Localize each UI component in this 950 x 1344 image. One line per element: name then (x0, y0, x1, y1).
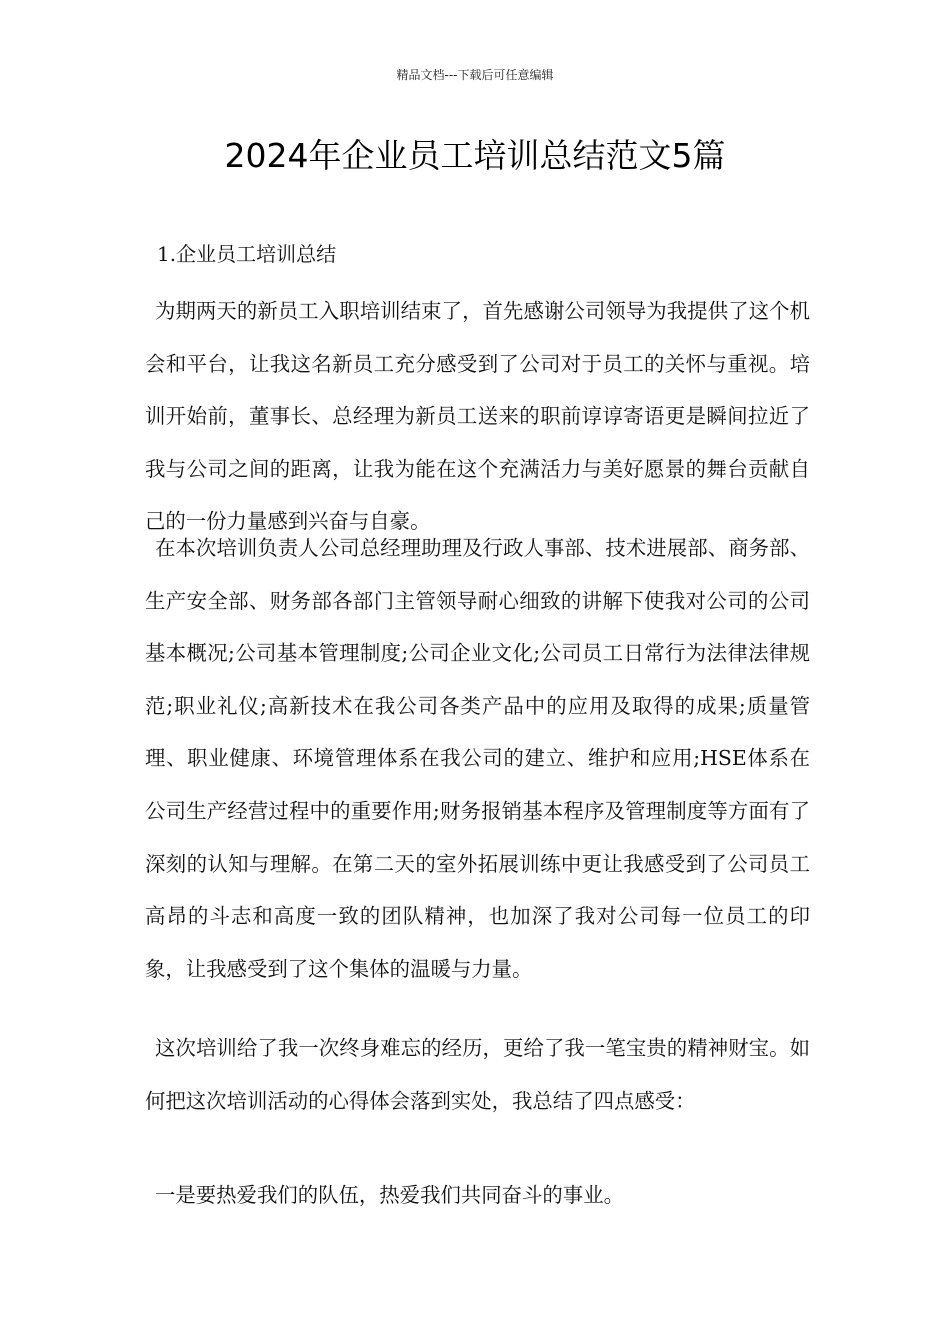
document-title: 2024年企业员工培训总结范文5篇 (224, 136, 726, 175)
section-heading: 1.企业员工培训总结 (157, 242, 337, 266)
paragraph-4-text: 一是要热爱我们的队伍，热爱我们共同奋斗的事业。 (155, 1183, 624, 1207)
paragraph-3 (145, 1022, 810, 1127)
paragraph-3-text: 这次培训给了我一次终身难忘的经历，更给了我一笔宝贵的精神财宝。如何把这次培训活动的心得体会落到实处，我总结了四点感受： (145, 1036, 810, 1113)
paragraph-2 (145, 522, 810, 995)
header-note: 精品文档---下载后可任意编辑 (396, 68, 554, 82)
paragraph-4 (145, 1169, 810, 1222)
paragraph-1-text: 为期两天的新员工入职培训结束了，首先感谢公司领导为我提供了这个机会和平台，让我这名新员工充分感受到了公司对于员工的关怀与重视。培训开始前，董事长、总经理为新员工送来的职前谆谆寄语更是瞬间拉近了我与公司之间的距离，让我为能在这个充满活力与美好愿景的舞台贡献自己的一份力量感到兴奋与自豪。 (145, 299, 810, 534)
paragraph-2-text: 在本次培训负责人公司总经理助理及行政人事部、技术进展部、商务部、生产安全部、财务部各部门主管领导耐心细致的讲解下使我对公司的公司基本概况;公司基本管理制度;公司企业文化;公司员工日常行为法律法律规范;职业礼仪;高新技术在我公司各类产品中的应用及取得的成果;质量管理、职业健康、环境管理体系在我公司的建立、维护和应用;HSE体系在公司生产经营过程中的重要作用;财务报销基本程序及管理制度等方面有了深刻的认知与理解。在第二天的室外拓展训练中更让我感受到了公司员工高昂的斗志和高度一致的团队精神，也加深了我对公司每一位员工的印象，让我感受到了这个集体的温暖与力量。 (145, 536, 810, 981)
paragraph-1 (145, 285, 810, 548)
